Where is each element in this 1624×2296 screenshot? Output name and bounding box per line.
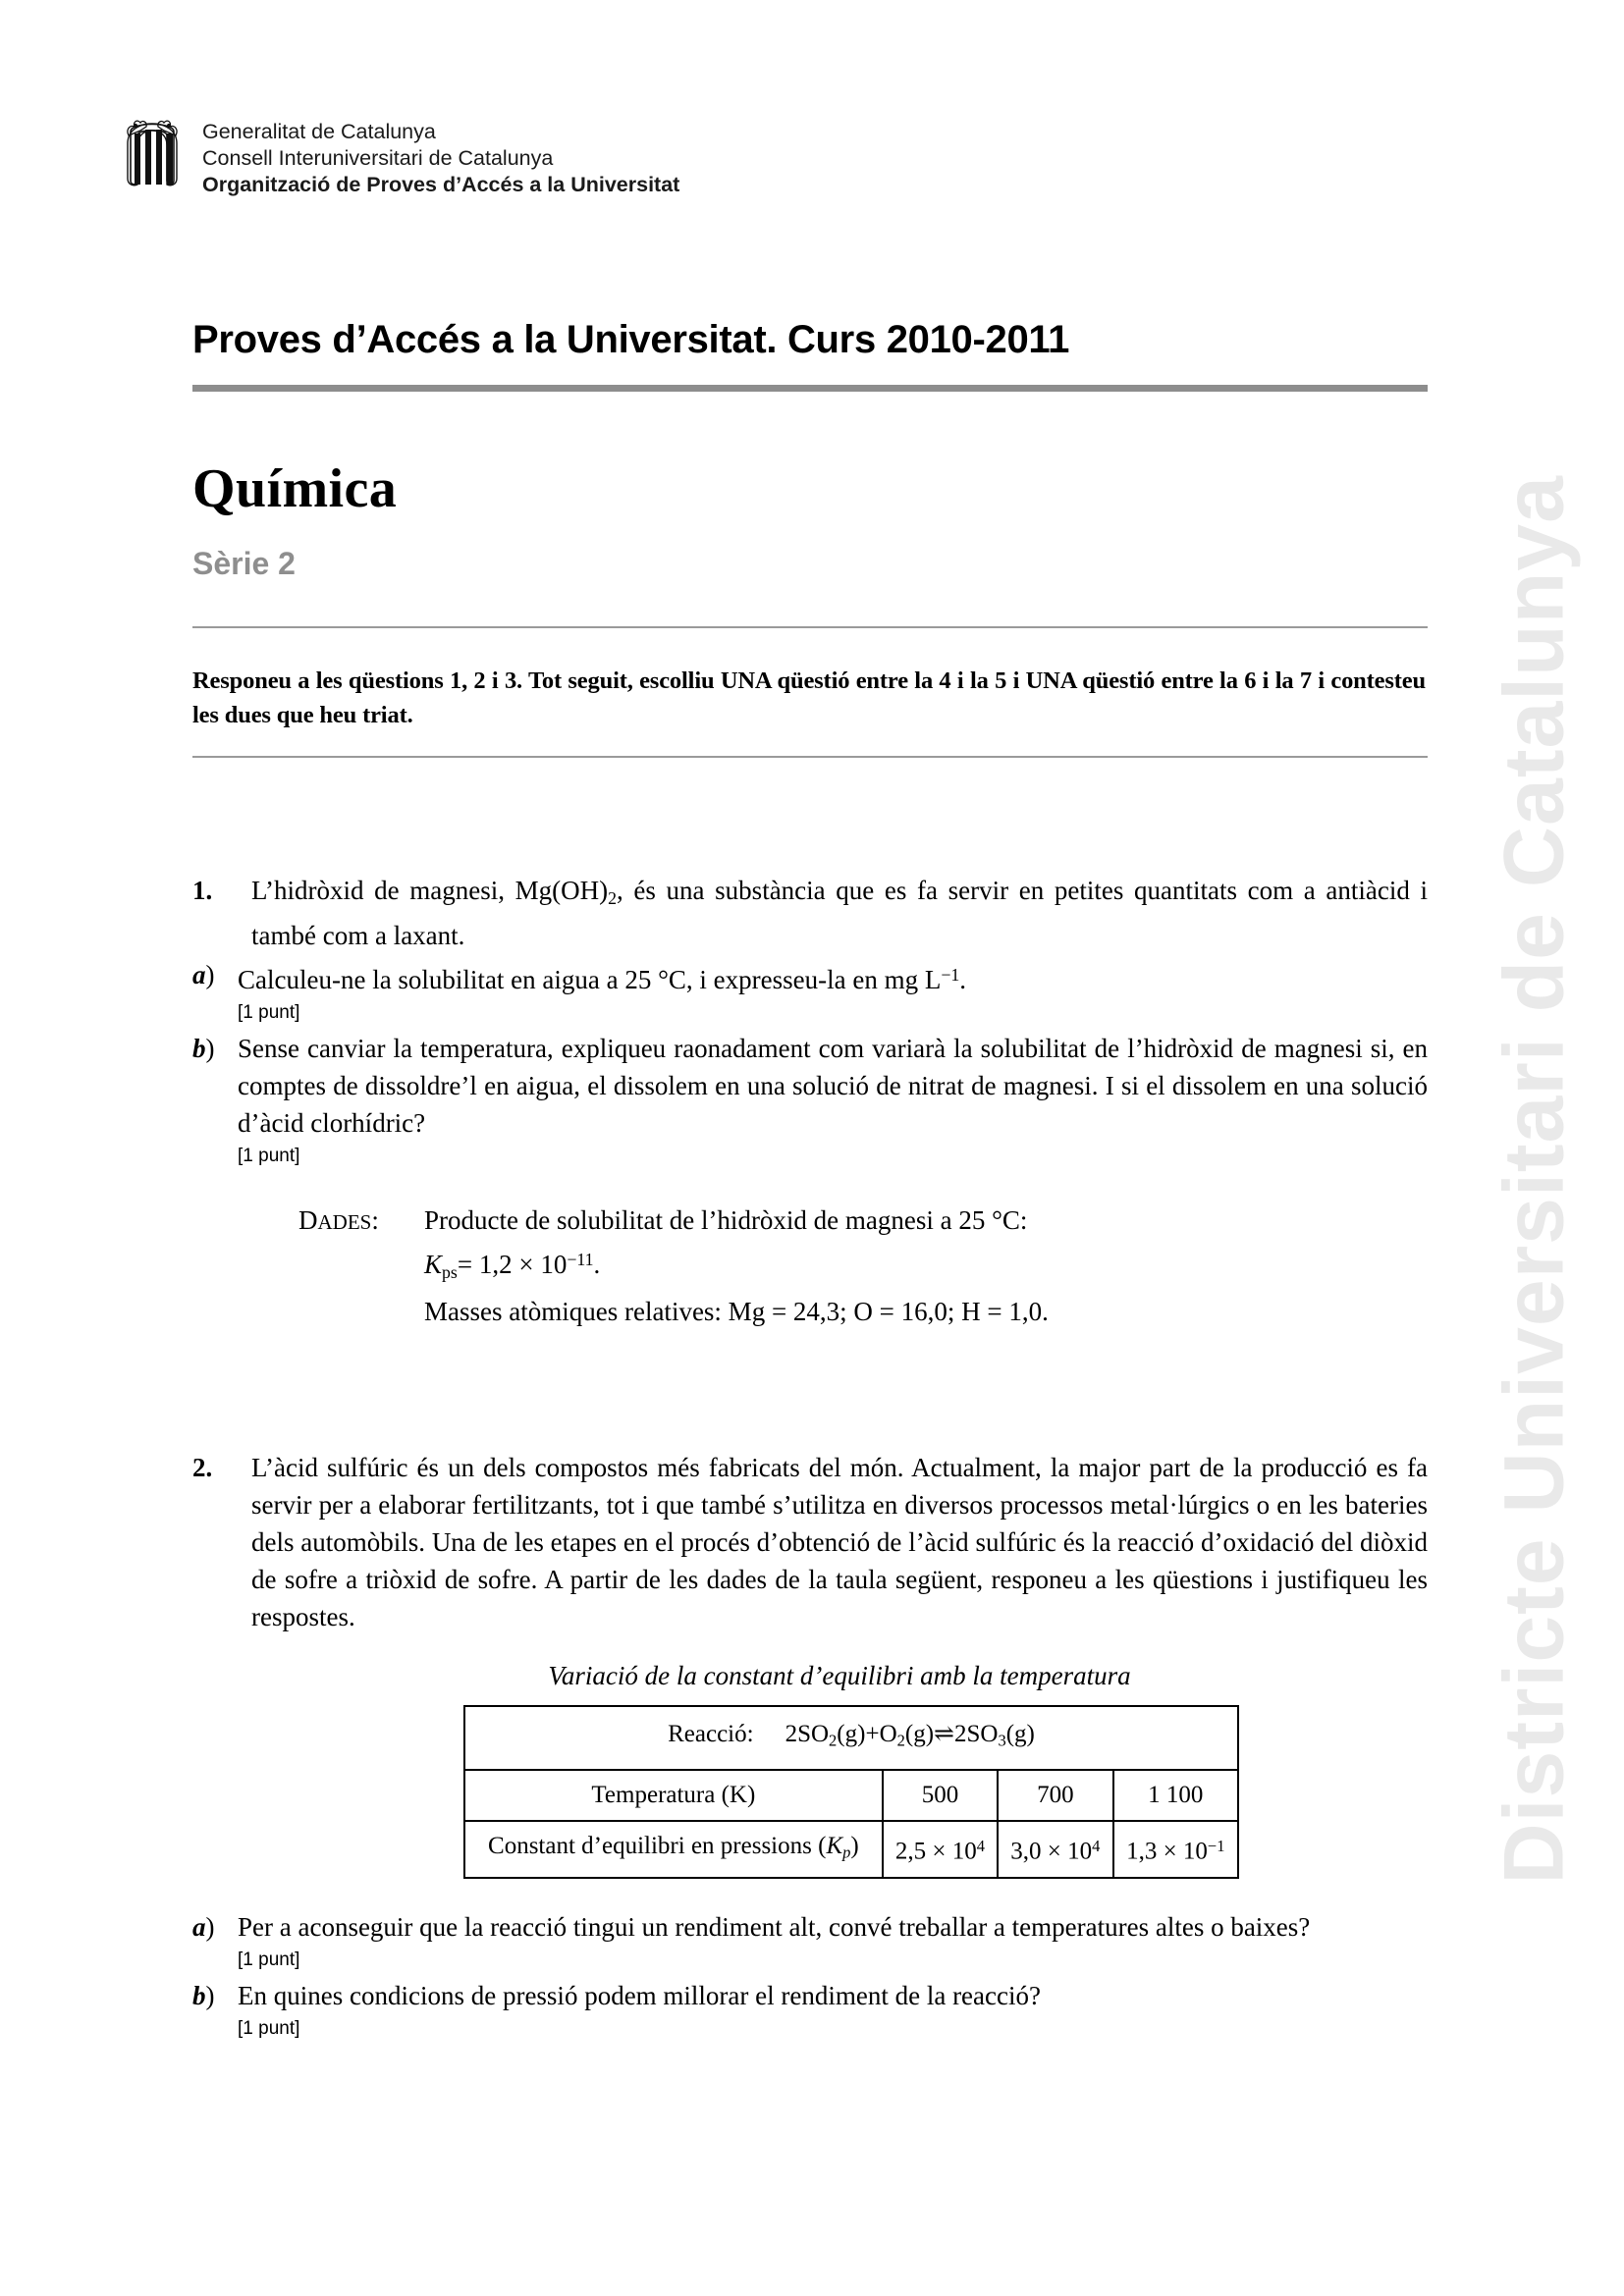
kps-end: .: [593, 1249, 601, 1279]
question-2-number: 2.: [192, 1453, 213, 1482]
reaction-left-species-1: SO: [797, 1721, 830, 1747]
reaction-right-sub: 3: [998, 1731, 1006, 1750]
reaction-left-sub-2: 2: [896, 1731, 905, 1750]
question-1-part-a-points: [1 punt]: [238, 1001, 300, 1023]
reaction-cell: [464, 1706, 1238, 1770]
data-line-kps: [424, 1240, 1428, 1292]
q1a-text-post: .: [959, 964, 967, 994]
reaction-right-species: SO: [966, 1721, 999, 1747]
kp-exp-1: 4: [976, 1837, 985, 1856]
table-row-kp: [464, 1821, 1238, 1879]
question-1-part-b-points: [1 punt]: [238, 1145, 300, 1166]
table-caption: Variació de la constant d’equilibri amb la temperatura: [548, 1661, 1131, 1690]
question-2: [192, 1449, 1428, 2044]
question-2-part-b: [192, 1977, 1428, 2014]
generalitat-coat-of-arms-icon: [124, 116, 181, 187]
reaction-left-coeff-1: 2: [785, 1721, 798, 1747]
title-rule: [192, 385, 1428, 392]
kp-header-symbol: K: [826, 1832, 843, 1859]
q1-intro-sub: 2: [608, 887, 618, 908]
q2-part-b-paren: ): [205, 1981, 215, 2011]
org-line-generalitat: Generalitat de Catalunya: [202, 120, 436, 143]
equilibrium-constant-table: [463, 1705, 1239, 1879]
part-letter-b-q2: [192, 1977, 238, 2014]
row-header-temperature: Temperatura (K): [464, 1770, 883, 1821]
reaction-right-coeff: 2: [953, 1721, 967, 1747]
data-block-body: [424, 1201, 1428, 1331]
institution-header: [124, 116, 679, 198]
question-2-part-b-text: En quines condicions de pressió podem millorar el rendiment de la reacció?: [238, 1981, 1041, 2011]
kp-header-sub: p: [842, 1842, 851, 1862]
temperature-value-3: 1 100: [1113, 1770, 1238, 1821]
q2-part-a-letter-text: a: [192, 1912, 206, 1943]
question-1-data-block: [298, 1201, 1428, 1331]
question-2-part-a-text: Per a aconseguir que la reacció tingui un rendiment alt, convé treballar a temperatures altes o baixes?: [238, 1912, 1311, 1943]
data-line-solubility-product: Producte de solubilitat de l’hidròxid de magnesi a 25 °C:: [424, 1204, 1028, 1235]
part-b-paren: ): [205, 1033, 215, 1063]
kp-header-pre: Constant d’equilibri en pressions (: [488, 1832, 827, 1859]
watermark: [1441, 0, 1624, 2296]
part-letter-a: [192, 956, 238, 993]
question-2-intro-row: [192, 1449, 1428, 1635]
kp-value-1: $2,5 \times 10^4$: [883, 1821, 998, 1879]
reaction-left-state-1: (g): [837, 1721, 866, 1747]
question-2-part-a-points: [1 punt]: [238, 1949, 300, 1971]
reaction-label: Reacció:: [668, 1721, 754, 1747]
data-line-atomic-masses: Masses atòmiques relatives: Mg = 24,3; O = 16,0; H = 1,0.: [424, 1296, 1049, 1326]
reaction-left-species-2: O: [879, 1721, 897, 1747]
series-label: Sèrie 2: [192, 546, 296, 581]
question-2-intro: L’àcid sulfúric és un dels compostos més fabricats del món. Actualment, la major part de la producció es fa servir per a elaborar fertilitzants, tot i que també s’utilitza en diversos processos metal·lúrgics o en les bateries dels automòbils. Una de les etapes en el procés d’obtenció de l’àcid sulfúric és la reacció d’oxidació del diòxid de sofre a triòxid de sofre. A partir de les dades de la taula següent, responeu a les qüestions i justifiqueu les respostes.: [251, 1453, 1428, 1631]
q2-part-a-paren: ): [205, 1912, 215, 1943]
kp-exp-2: 4: [1092, 1837, 1101, 1856]
kp-mantissa-3: 1,3: [1126, 1838, 1158, 1865]
kp-value-2: $3,0 \times 10^4$: [998, 1821, 1112, 1879]
q1a-text-pre: Calculeu-ne la solubilitat en aigua a 25 °C, i expresseu-la en mg L: [238, 964, 942, 994]
org-line-organitzacio: Organització de Proves d’Accés a la Universitat: [202, 173, 680, 196]
part-a-letter-text: a: [192, 959, 206, 989]
data-label-cap: D: [298, 1204, 318, 1235]
kp-mantissa-2: 3,0: [1010, 1838, 1042, 1865]
kps-value: = 1,2 × 10: [457, 1249, 568, 1279]
q1-intro-post: , és una substància que es fa servir en petites quantitats com a antiàcid i també com a laxant.: [251, 876, 1428, 950]
subject-title: Química: [192, 458, 398, 519]
instructions-rule-bottom: [192, 756, 1428, 758]
part-letter-a-q2: [192, 1908, 238, 1946]
kp-mantissa-1: 2,5: [894, 1838, 927, 1865]
question-2-part-a: [192, 1908, 1428, 1946]
q1-intro-pre: L’hidròxid de magnesi, Mg(OH): [251, 876, 609, 905]
data-label-colon: :: [371, 1204, 379, 1235]
reaction-expression: [668, 1719, 1035, 1757]
reaction-plus: +: [865, 1721, 880, 1747]
question-1-part-b-text: Sense canviar la temperatura, expliqueu raonadament com variarà la solubilitat de l’hidròxid de magnesi si, en comptes de dissoldre’l en aigua, el dissolem en una solució de nitrat de magnesi. I si el dissolem en una solució d’àcid clorhídric?: [238, 1033, 1428, 1138]
part-a-paren: ): [205, 959, 215, 989]
temperature-value-2: 700: [998, 1770, 1112, 1821]
part-b-letter-text: b: [192, 1033, 206, 1063]
row-header-kp: [464, 1821, 883, 1879]
question-1-part-a-text: [238, 956, 1428, 998]
data-block-label: [298, 1201, 424, 1331]
question-1-part-a: [192, 956, 1428, 998]
question-2-part-b-points: [1 punt]: [238, 2018, 300, 2040]
instructions-text: Responeu a les qüestions 1, 2 i 3. Tot seguit, escolliu UNA qüestió entre la 4 i la 5 i UNA qüestió entre la 6 i la 7 i contesteu les dues que heu triat.: [192, 667, 1426, 728]
page-title: Proves d’Accés a la Universitat. Curs 2010-2011: [192, 318, 1070, 361]
reaction-equilibrium-arrow-icon: ⇌: [934, 1721, 954, 1747]
institution-lines: [202, 116, 679, 198]
kps-exponent: −11: [567, 1249, 594, 1269]
org-line-consell: Consell Interuniversitari de Catalunya: [202, 146, 554, 170]
kps-symbol: K: [424, 1249, 443, 1279]
table-row-temperature: [464, 1770, 1238, 1821]
reaction-left-state-2: (g): [904, 1721, 935, 1747]
question-1-intro: [251, 872, 1428, 954]
kps-subscript: ps: [442, 1261, 458, 1282]
data-label-rest: ADES: [317, 1209, 372, 1234]
question-2-parts: [192, 1908, 1428, 2044]
kp-value-3: $1,3 \times 10^{-1}$: [1113, 1821, 1238, 1879]
table-row-reaction: [464, 1706, 1238, 1770]
kp-exp-3: −1: [1207, 1837, 1225, 1856]
question-1-part-b: [192, 1030, 1428, 1142]
question-1-intro-row: [192, 872, 1428, 954]
reaction-right-state: (g): [1005, 1721, 1035, 1747]
watermark-text: Districte Universitari de Catalunya: [1487, 475, 1582, 1885]
question-1-number: 1.: [192, 876, 213, 905]
q1a-text-sup: −1: [941, 964, 960, 985]
kp-header-post: ): [850, 1832, 859, 1859]
part-letter-b: [192, 1030, 238, 1067]
temperature-value-1: 500: [883, 1770, 998, 1821]
instructions-rule-top: [192, 626, 1428, 628]
q2-part-b-letter-text: b: [192, 1981, 206, 2011]
question-1: [192, 872, 1428, 1331]
reaction-left-sub-1: 2: [829, 1731, 838, 1750]
